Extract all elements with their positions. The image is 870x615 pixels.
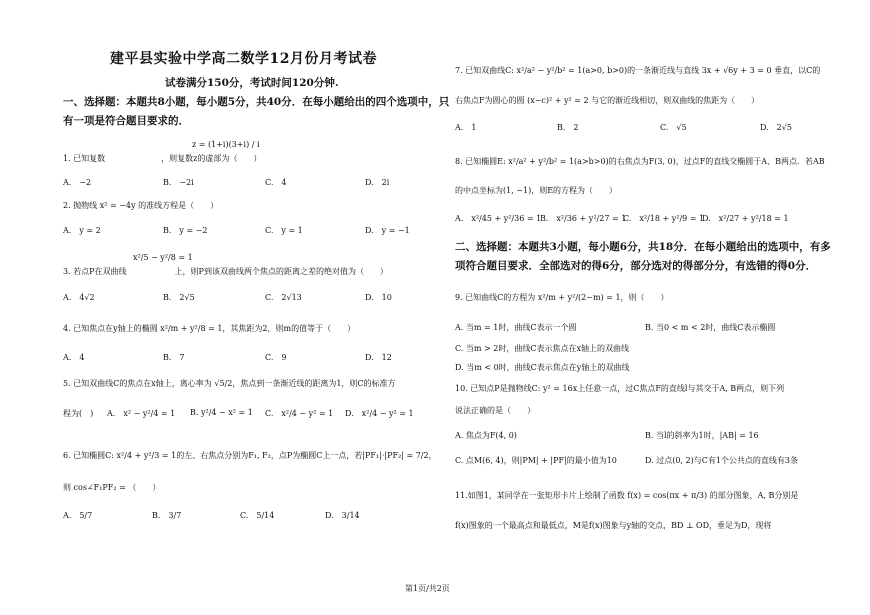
q1-option-a: A. −2 — [63, 178, 92, 187]
section-heading-2: 二、选择题：本题共3小题，每小题6分，共18分．在每小题给出的选项中，有多项符合题目要求．全部选对的得6分，部分选对的得部分分，有选错的得0分． — [455, 241, 831, 272]
q9-option-d: D. 当m < 0时，曲线C表示焦点在y轴上的双曲线 — [455, 363, 630, 372]
q2-option-a: A. y = 2 — [63, 226, 101, 235]
q3-formula: x²/5 − y²/8 = 1 — [133, 253, 193, 262]
q7-option-d: D. 2√5 — [760, 123, 792, 132]
q9-option-b: B. 当0 < m < 2时，曲线C表示椭圆 — [645, 323, 776, 332]
q6-option-d: D. 3/14 — [325, 511, 360, 520]
page-title: 建平县实验中学高二数学12月份月考试卷 — [110, 51, 377, 67]
exam-subtitle: 试卷满分150分，考试时间120分钟. — [165, 77, 339, 89]
q4-option-b: B. 7 — [163, 353, 185, 362]
question-9: 9. 已知曲线C的方程为 x²/m + y²/(2−m) = 1，则（ ） — [455, 293, 669, 302]
question-6-line2: 则 cos∠F₁PF₂ = （ ） — [63, 483, 161, 492]
q10-option-d: D. 过点(0, 2)与C有1个公共点的直线有3条 — [645, 456, 799, 465]
q10-option-a: A. 焦点为F(4, 0) — [455, 431, 517, 440]
q2-option-c: C. y = 1 — [265, 226, 303, 235]
question-8-line2: 的中点坐标为(1, −1)，则E的方程为（ ） — [455, 186, 618, 195]
q3-option-a: A. 4√2 — [63, 293, 95, 302]
q8-option-a: A. x²/45 + y²/36 = 1 — [455, 214, 542, 223]
question-7-line1: 7. 已知双曲线C: x²/a² − y²/b² = 1(a>0, b>0)的一条渐近线与直线 3x + √6y + 3 = 0 垂直，以C的 — [455, 66, 821, 75]
question-11-line1: 11.如图1，某同学在一张矩形卡片上绘制了函数 f(x) = cos(πx + π/3) 的部分图象，A, B分别是 — [455, 491, 799, 500]
q7-option-b: B. 2 — [557, 123, 579, 132]
q6-option-b: B. 3/7 — [152, 511, 182, 520]
q9-option-a: A. 当m = 1时，曲线C表示一个圆 — [455, 323, 577, 332]
question-11-line2: f(x)图象的一个最高点和最低点，M是f(x)图象与y轴的交点，BD ⊥ OD，垂足为D，现将 — [455, 521, 772, 530]
q1-formula: z = (1+i)(3+i) / i — [192, 140, 260, 149]
q7-option-c: C. √5 — [660, 123, 687, 132]
q6-option-a: A. 5/7 — [63, 511, 93, 520]
question-4: 4. 已知焦点在y轴上的椭圆 x²/m + y²/8 = 1，其焦距为2，则m的值等于（ ） — [63, 324, 356, 333]
q8-option-c: C. x²/18 + y²/9 = 1 — [623, 214, 705, 223]
q4-option-d: D. 12 — [365, 353, 392, 362]
question-10-line2: 说法正确的是（ ） — [455, 406, 535, 415]
q2-option-b: B. y = −2 — [163, 226, 208, 235]
q9-option-c: C. 当m > 2时，曲线C表示焦点在x轴上的双曲线 — [455, 344, 630, 353]
q5-option-a: A. x² − y²/4 = 1 — [107, 409, 176, 418]
q3-option-b: B. 2√5 — [163, 293, 195, 302]
q10-option-c: C. 点M(6, 4)，则|PM| + |PF|的最小值为10 — [455, 456, 617, 465]
section-heading-1: 一、选择题：本题共8小题，每小题5分，共40分．在每小题给出的四个选项中，只有一项是符合题目要求的． — [63, 96, 450, 127]
page-number-footer: 第1页/共2页 — [405, 584, 450, 593]
question-5-line1: 5. 已知双曲线C的焦点在x轴上，离心率为 √5/2，焦点到一条渐近线的距离为1，则C的标准方 — [63, 379, 396, 388]
question-1: 1. 已知复数 ，则复数z的虚部为（ ） — [63, 154, 262, 163]
question-8-line1: 8. 已知椭圆E: x²/a² + y²/b² = 1(a>b>0)的右焦点为F(3, 0)，过点F的直线交椭圆于A、B两点．若AB — [455, 157, 825, 166]
q1-option-d: D. 2i — [365, 178, 390, 187]
question-5-line2: 程为( ) — [63, 409, 94, 418]
question-7-line2: 右焦点F为圆心的圆 (x−c)² + y² = 2 与它的渐近线相切，则双曲线的焦距为（ ） — [455, 96, 760, 105]
q7-option-a: A. 1 — [455, 123, 477, 132]
q5-option-b: B. y²/4 − x² = 1 — [190, 408, 253, 417]
q1-option-c: C. 4 — [265, 178, 287, 187]
q10-option-b: B. 当l的斜率为1时，|AB| = 16 — [645, 431, 759, 440]
q6-option-c: C. 5/14 — [240, 511, 275, 520]
q8-option-b: B. x²/36 + y²/27 = 1 — [540, 214, 627, 223]
q3-option-c: C. 2√13 — [265, 293, 302, 302]
q5-option-d: D. x²/4 − y² = 1 — [345, 409, 414, 418]
q4-option-c: C. 9 — [265, 353, 287, 362]
question-6-line1: 6. 已知椭圆C: x²/4 + y²/3 = 1的左、右焦点分别为F₁, F₂，点P为椭圆C上一点，若|PF₁|·|PF₂| = 7/2， — [63, 451, 437, 460]
question-2: 2. 抛物线 x² = −4y 的准线方程是（ ） — [63, 201, 219, 210]
q5-option-c: C. x²/4 − y² = 1 — [265, 409, 334, 418]
q8-option-d: D. x²/27 + y²/18 = 1 — [702, 214, 789, 223]
q2-option-d: D. y = −1 — [365, 226, 410, 235]
q1-option-b: B. −2i — [163, 178, 194, 187]
question-10-line1: 10. 已知点P是抛物线C: y² = 16x上任意一点，过C焦点F的直线l与其交于A, B两点，则下列 — [455, 384, 785, 393]
q3-option-d: D. 10 — [365, 293, 392, 302]
q4-option-a: A. 4 — [63, 353, 85, 362]
question-3: 3. 若点P在双曲线 上，则P到该双曲线两个焦点的距离之差的绝对值为（ ） — [63, 267, 388, 276]
